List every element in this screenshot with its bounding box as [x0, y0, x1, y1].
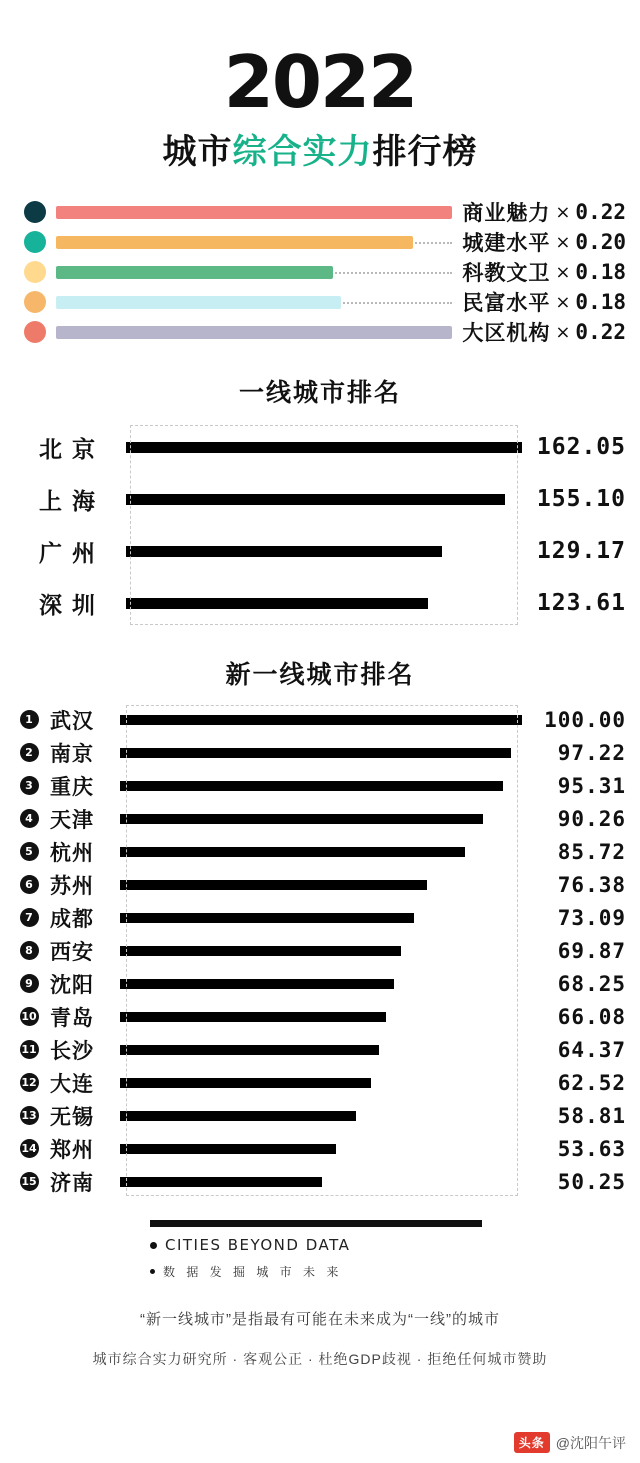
newtier1-bar [120, 979, 394, 989]
newtier1-rank [14, 1139, 44, 1158]
footnote-disclaimer: 城市综合实力研究所 · 客观公正 · 杜绝GDP歧视 · 拒绝任何城市赞助 [92, 1351, 548, 1368]
bullet-dot-icon [150, 1242, 157, 1249]
newtier1-bar-track [120, 1165, 522, 1198]
brand-block [0, 1220, 640, 1280]
rank-badge: 8 [20, 941, 39, 960]
newtier1-bar [120, 880, 427, 890]
newtier1-city-name: 郑州 [50, 1138, 94, 1162]
newtier1-city-name: 南京 [50, 742, 94, 766]
newtier1-row [14, 1132, 626, 1165]
page-title-subtitle [0, 134, 640, 171]
newtier1-rank [14, 710, 44, 729]
newtier1-bar [120, 1144, 336, 1154]
newtier1-value: 68.25 [557, 971, 626, 996]
newtier1-bar [120, 1177, 322, 1187]
newtier1-city-name: 西安 [50, 940, 94, 964]
newtier1-bar [120, 847, 465, 857]
weight-row [24, 227, 626, 257]
newtier1-city-name: 青岛 [50, 1006, 94, 1030]
weight-bar-track [56, 235, 452, 249]
weight-label: 城建水平 [462, 232, 551, 256]
newtier1-rank [14, 974, 44, 993]
weight-row [24, 197, 626, 227]
rank-badge: 1 [20, 710, 39, 729]
newtier1-value: 64.37 [557, 1037, 626, 1062]
newtier1-bar [120, 946, 401, 956]
newtier1-rank [14, 1007, 44, 1026]
newtier1-city-name: 武汉 [50, 709, 94, 733]
newtier1-value: 85.72 [557, 839, 626, 864]
weight-bar [56, 326, 452, 339]
newtier1-bar-track [120, 1000, 522, 1033]
tier1-city-name: 广州 [39, 539, 105, 566]
newtier1-city-name: 济南 [50, 1171, 94, 1195]
newtier1-value: 62.52 [557, 1070, 626, 1095]
newtier1-row [14, 769, 626, 802]
newtier1-bar [120, 1012, 386, 1022]
rank-badge: 11 [20, 1040, 39, 1059]
weight-value: 0.20 [575, 230, 626, 255]
newtier1-rank [14, 1106, 44, 1125]
newtier1-city-name: 长沙 [50, 1039, 94, 1063]
rank-badge: 6 [20, 875, 39, 894]
weight-dot-icon [24, 261, 46, 283]
brand-chinese: 数 据 发 掘 城 市 未 来 [163, 1265, 343, 1280]
rank-badge: 14 [20, 1139, 39, 1158]
newtier1-bar [120, 1111, 356, 1121]
weight-label: 大区机构 [462, 322, 551, 346]
newtier1-value: 58.81 [557, 1103, 626, 1128]
newtier1-row [14, 736, 626, 769]
newtier1-value: 50.25 [557, 1169, 626, 1194]
newtier1-bar-track [120, 1132, 522, 1165]
weight-dot-icon [24, 231, 46, 253]
weight-bar [56, 266, 333, 279]
newtier1-value: 69.87 [557, 938, 626, 963]
newtier1-row [14, 1099, 626, 1132]
tier1-bar-track [126, 421, 522, 473]
weight-value: 0.22 [575, 200, 626, 225]
weight-bar [56, 236, 413, 249]
rank-badge: 10 [20, 1007, 39, 1026]
weight-times-symbol: × [555, 291, 571, 313]
newtier1-row [14, 868, 626, 901]
weight-dot-icon [24, 321, 46, 343]
watermark-badge: 头条 [514, 1432, 550, 1453]
tier1-value: 162.05 [536, 434, 626, 461]
newtier1-chart [14, 703, 626, 1198]
newtier1-rank [14, 1040, 44, 1059]
newtier1-bar [120, 913, 414, 923]
newtier1-value: 73.09 [557, 905, 626, 930]
brand-chinese-line [150, 1263, 640, 1280]
newtier1-rank [14, 1073, 44, 1092]
newtier1-value: 76.38 [557, 872, 626, 897]
newtier1-row [14, 901, 626, 934]
newtier1-rank [14, 908, 44, 927]
tier1-row [14, 525, 626, 577]
weight-bar-track [56, 205, 452, 219]
rank-badge: 12 [20, 1073, 39, 1092]
newtier1-rank [14, 809, 44, 828]
weight-bar [56, 296, 341, 309]
watermark-text: @沈阳午评 [555, 1434, 626, 1451]
newtier1-city-name: 杭州 [50, 841, 94, 865]
weight-dot-icon [24, 291, 46, 313]
weight-times-symbol: × [555, 261, 571, 283]
weight-row [24, 317, 626, 347]
rank-badge: 4 [20, 809, 39, 828]
weights-legend [0, 197, 640, 347]
tier1-city-name: 上海 [39, 487, 105, 514]
weight-label: 科教文卫 [462, 262, 551, 286]
weight-bar-track [56, 295, 452, 309]
tier1-value: 155.10 [536, 486, 626, 513]
newtier1-bar-track [120, 835, 522, 868]
newtier1-section-title: 新一线城市排名 [225, 661, 415, 690]
tier1-row [14, 577, 626, 629]
footnote-definition: “新一线城市”是指最有可能在未来成为“一线”的城市 [140, 1311, 500, 1329]
weight-bar-track [56, 265, 452, 279]
newtier1-value: 66.08 [557, 1004, 626, 1029]
newtier1-row [14, 934, 626, 967]
newtier1-bar [120, 715, 522, 725]
tier1-bar-track [126, 525, 522, 577]
newtier1-bar-track [120, 802, 522, 835]
rank-badge: 13 [20, 1106, 39, 1125]
newtier1-value: 97.22 [557, 740, 626, 765]
newtier1-row [14, 835, 626, 868]
newtier1-value: 95.31 [557, 773, 626, 798]
weight-times-symbol: × [555, 201, 571, 223]
newtier1-bar [120, 781, 503, 791]
weight-value: 0.22 [575, 320, 626, 345]
newtier1-bar [120, 814, 483, 824]
tier1-value: 129.17 [536, 538, 626, 565]
newtier1-bar [120, 1078, 371, 1088]
rank-badge: 2 [20, 743, 39, 762]
tier1-bar [126, 598, 428, 609]
weight-label: 商业魅力 [462, 202, 551, 226]
brand-rule [150, 1220, 482, 1227]
weight-label: 民富水平 [462, 292, 551, 316]
tier1-bar [126, 546, 442, 557]
newtier1-bar-track [120, 868, 522, 901]
newtier1-city-name: 大连 [50, 1072, 94, 1096]
tier1-bar-track [126, 577, 522, 629]
newtier1-city-name: 沈阳 [50, 973, 94, 997]
newtier1-bar-track [120, 769, 522, 802]
tier1-row [14, 421, 626, 473]
tier1-chart [14, 421, 626, 629]
newtier1-rank [14, 875, 44, 894]
weight-dot-icon [24, 201, 46, 223]
subtitle-accent: 综合实力 [232, 133, 373, 171]
weight-row [24, 257, 626, 287]
newtier1-rank [14, 743, 44, 762]
weight-bar [56, 206, 452, 219]
subtitle-part2: 排行榜 [372, 133, 478, 171]
rank-badge: 7 [20, 908, 39, 927]
weight-row [24, 287, 626, 317]
newtier1-value: 100.00 [544, 707, 626, 732]
bullet-dot-icon [150, 1269, 155, 1274]
newtier1-bar-track [120, 967, 522, 1000]
rank-badge: 15 [20, 1172, 39, 1191]
newtier1-value: 53.63 [557, 1136, 626, 1161]
brand-english: CITIES BEYOND DATA [165, 1236, 351, 1255]
weight-value: 0.18 [575, 260, 626, 285]
rank-badge: 3 [20, 776, 39, 795]
newtier1-value: 90.26 [557, 806, 626, 831]
newtier1-bar-track [120, 736, 522, 769]
page-header [0, 0, 640, 171]
newtier1-row [14, 1033, 626, 1066]
newtier1-bar-track [120, 703, 522, 736]
rank-badge: 5 [20, 842, 39, 861]
newtier1-row [14, 967, 626, 1000]
newtier1-rank [14, 842, 44, 861]
newtier1-row [14, 1066, 626, 1099]
tier1-city-name: 深圳 [39, 591, 105, 618]
newtier1-city-name: 重庆 [50, 775, 94, 799]
newtier1-bar-track [120, 1066, 522, 1099]
weight-value: 0.18 [575, 290, 626, 315]
newtier1-bar-track [120, 1033, 522, 1066]
tier1-row [14, 473, 626, 525]
watermark [514, 1432, 626, 1453]
newtier1-bar-track [120, 1099, 522, 1132]
newtier1-rank [14, 776, 44, 795]
page-title-year: 2022 [223, 40, 417, 124]
tier1-bar [126, 494, 505, 505]
tier1-bar-track [126, 473, 522, 525]
weight-times-symbol: × [555, 231, 571, 253]
newtier1-bar-track [120, 934, 522, 967]
newtier1-city-name: 无锡 [50, 1105, 94, 1129]
newtier1-bar [120, 748, 511, 758]
newtier1-rank [14, 941, 44, 960]
newtier1-row [14, 802, 626, 835]
weight-times-symbol: × [555, 321, 571, 343]
newtier1-city-name: 成都 [50, 907, 94, 931]
newtier1-row [14, 1000, 626, 1033]
tier1-city-name: 北京 [39, 435, 105, 462]
newtier1-city-name: 苏州 [50, 874, 94, 898]
tier1-bar [126, 442, 522, 453]
newtier1-rank [14, 1172, 44, 1191]
newtier1-row [14, 1165, 626, 1198]
subtitle-part1: 城市 [162, 133, 233, 171]
newtier1-city-name: 天津 [50, 808, 94, 832]
newtier1-bar-track [120, 901, 522, 934]
weight-bar-track [56, 325, 452, 339]
tier1-section-title: 一线城市排名 [238, 379, 401, 408]
tier1-value: 123.61 [536, 590, 626, 617]
newtier1-row [14, 703, 626, 736]
rank-badge: 9 [20, 974, 39, 993]
brand-english-line [150, 1236, 640, 1254]
newtier1-bar [120, 1045, 379, 1055]
